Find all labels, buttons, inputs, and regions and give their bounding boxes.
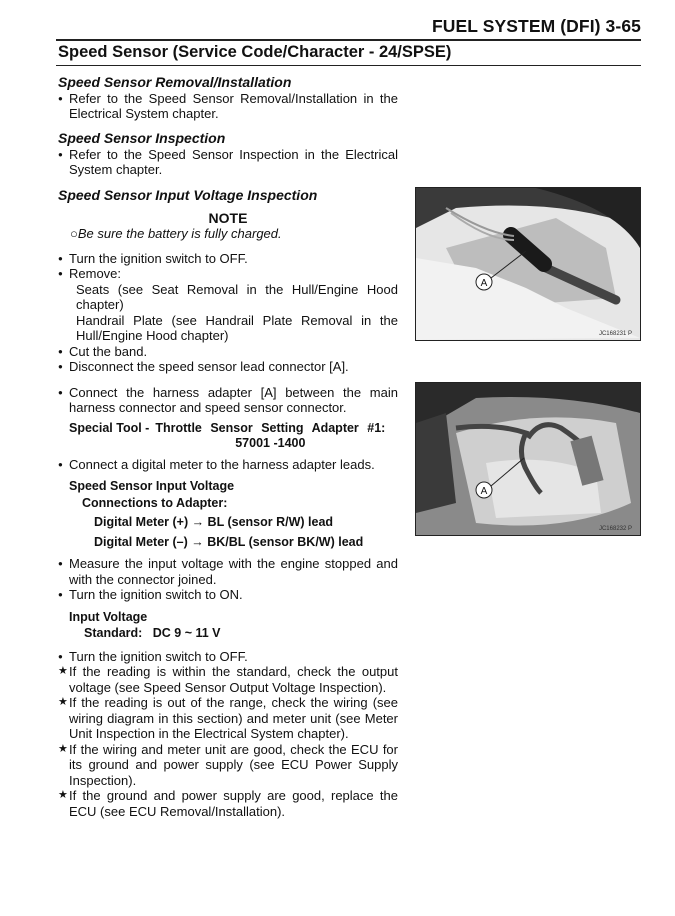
input-voltage-title: Input Voltage <box>69 609 148 624</box>
step-connect-meter: ● Connect a digital meter to the harness adapter leads. <box>58 457 398 473</box>
star-item: ★ If the reading is within the standard, check the output voltage (see Speed Sensor Output Voltage Inspection). <box>58 664 398 695</box>
step-ignition-off: ● Turn the ignition switch to OFF. <box>58 251 398 267</box>
figure-harness-adapter <box>415 382 641 536</box>
special-tool-label: Special Tool - <box>69 420 150 435</box>
star-item: ★ If the ground and power supply are good, replace the ECU (see ECU Removal/Installation). <box>58 788 398 819</box>
title-rule <box>56 65 641 66</box>
step-measure: ● Measure the input voltage with the engine stopped and with the connector joined. <box>58 556 398 587</box>
callout-a-label: A <box>480 486 488 497</box>
input-voltage-standard <box>58 626 398 642</box>
section-inspection <box>58 131 398 178</box>
step-connect-adapter: ● Connect the harness adapter [A] between the main harness connector and speed sensor connector. <box>58 385 398 416</box>
photo-connector-image <box>416 188 640 340</box>
section-removal-installation <box>58 75 398 122</box>
section-heading: Speed Sensor Inspection <box>58 130 226 146</box>
section-input-voltage-inspection <box>58 188 398 819</box>
header-rule <box>56 39 641 41</box>
standard-value: DC 9 ~ 11 V <box>152 626 221 640</box>
note-title: NOTE <box>208 209 248 226</box>
bullet-item: ● Refer to the Speed Sensor Inspection in the Electrical System chapter. <box>58 147 398 178</box>
spec-title: Speed Sensor Input Voltage <box>69 479 235 493</box>
step-cut-band: ● Cut the band. <box>58 344 398 360</box>
note-text: Be sure the battery is fully charged. <box>77 226 282 241</box>
note-marker: ○ <box>70 226 78 241</box>
remove-item-seats: Seats (see Seat Removal in the Hull/Engine Hood chapter) <box>76 281 398 312</box>
note-body <box>58 226 398 242</box>
step-disconnect: ● Disconnect the speed sensor lead connector [A]. <box>58 359 398 375</box>
section-heading: Speed Sensor Input Voltage Inspection <box>58 187 318 203</box>
connection-positive: Digital Meter (+) → BL (sensor R/W) lead <box>94 515 334 529</box>
remove-item-handrail: Handrail Plate (see Handrail Plate Removal in the Hull/Engine Hood chapter) <box>76 312 398 343</box>
step-remove: ● Remove: <box>58 266 398 282</box>
callout-a-label: A <box>480 278 488 289</box>
step-ignition-on: ● Turn the ignition switch to ON. <box>58 587 398 603</box>
page-title: Speed Sensor (Service Code/Character - 24/SPSE) <box>58 43 452 61</box>
standard-label: Standard: <box>84 626 143 640</box>
figure-code: JC168232 P <box>598 526 632 532</box>
bullet-item: ● Refer to the Speed Sensor Removal/Installation in the Electrical System chapter. <box>58 91 398 122</box>
star-item: ★ If the reading is out of the range, check the wiring (see wiring diagram in this section) and meter unit (see Meter Unit Inspection in the Electrical System chapter). <box>58 695 398 742</box>
connection-negative: Digital Meter (–) → BK/BL (sensor BK/W) lead <box>94 534 364 549</box>
photo-adapter-image <box>416 383 640 535</box>
section-heading: Speed Sensor Removal/Installation <box>58 74 292 90</box>
figure-speed-sensor-connector <box>415 187 641 341</box>
spec-subtitle: Connections to Adapter: <box>82 495 228 510</box>
star-item: ★ If the wiring and meter unit are good, check the ECU for its ground and power supply (see ECU Power Supply Inspection). <box>58 742 398 789</box>
step-ignition-off-2: ● Turn the ignition switch to OFF. <box>58 649 398 665</box>
special-tool <box>58 421 398 452</box>
special-tool-value: Throttle Sensor Setting Adapter #1: 57001 -1400 <box>155 420 386 450</box>
figure-code: JC168231 P <box>598 331 632 337</box>
page-header-section: FUEL SYSTEM (DFI) 3-65 <box>432 16 641 36</box>
